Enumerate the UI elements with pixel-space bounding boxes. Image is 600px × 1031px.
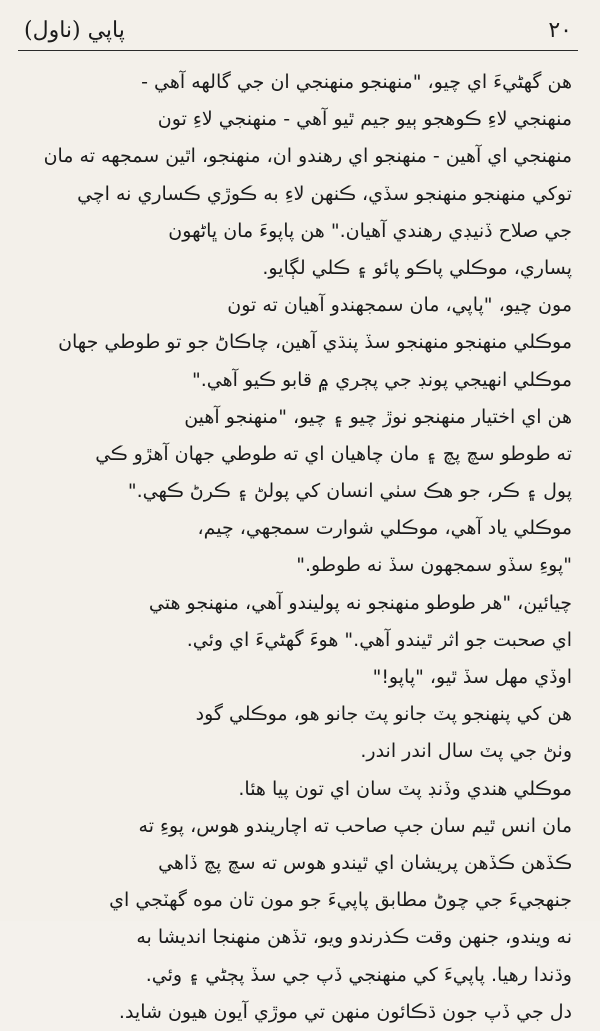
text-line: توکي منهنجو منهنجو سڏي، ڪنهن لاءِ به ڪوڙي ڪساري نه اچي <box>77 182 572 205</box>
text-line: موڪلي هندي وڏنڊ پٽ سان اي تون پيا هئا. <box>238 777 572 800</box>
text-line: نه ويندو، جنهن وقت ڪذرندو ويو، تڏهن منهنجا انديشا به <box>136 926 572 949</box>
text-line: جي صلاح ڏنيڊي رهندي آهيان." هن پاپوءَ مان ڀاڻهون <box>168 219 572 242</box>
text-line: چيائين، "هر طوطو منهنجو نه پوليندو آهي، منهنجو هتي <box>148 591 572 614</box>
text-line: پساري، موڪلي پاڪو پائو ۽ ڪلي لڳايو. <box>262 256 572 279</box>
text-line: موڪلي ياد آهي، موڪلي شوارت سمجهي، چيم، <box>197 517 572 540</box>
text-line: اي صحبت جو اثر ٿيندو آهي." هوءَ گهڻيءَ اي وئي. <box>186 628 572 651</box>
text-line: ڪڏهن ڪڏهن پريشان اي ٿيندو هوس ته سچ پچ ڏاهي <box>158 851 572 874</box>
text-line: وٺڻ جي پٽ سال اندر اندر. <box>360 740 572 763</box>
text-line: منهنجي اي آهين - منهنجو اي رهندو ان، منهنجو، اٿين سمجهه ته مان <box>43 145 572 168</box>
text-line: دل جي ڏپ جون ڌڪائون منهن تي موڙي آيون هيون شايد. <box>118 1000 572 1023</box>
text-line: "پوءِ سڏو سمجهون سڏ نه طوطو." <box>296 554 572 577</box>
text-line: وڌندا رهيا. پاپيءَ کي منهنجي ڏپ جي سڏ پڄڻي ۽ وئي. <box>145 963 572 986</box>
running-title: پاپي (ناول) <box>24 18 125 43</box>
text-line: موڪلي انهيجي پونڊ جي پڄري ۾ قابو ڪيو آهي." <box>191 368 572 391</box>
text-line: ته طوطو سچ پچ ۽ مان چاهيان اي ته طوطي جهان آهڙو ڪي <box>95 442 572 465</box>
text-line: مان انس ٿيم سان جپ صاحب ته اچاريندو هوس، پوءِ ته <box>138 814 572 837</box>
text-line: هن کي پنهنجو پٽ جانو پٽ جانو هو، موڪلي گود <box>195 703 572 726</box>
text-line: هن گهڻيءَ اي چيو، "منهنجو منهنجي ان جي گالهه آهي - <box>141 71 572 93</box>
page-number: ٢٠ <box>548 18 572 43</box>
text-line: منهنجي لاءِ ڪوهجو ٻيو جيم ٿيو آهي - منهنجي لاءِ تون <box>157 108 572 131</box>
text-line: موڪلي منهنجو منهنجو سڏ پنڌي آهين، چاڪاڻ جو تو طوطي جهان <box>58 331 572 354</box>
text-line: پول ۽ ڪر، جو هڪ سٺي انسان کي پولڻ ۽ ڪرڻ ڪهي." <box>127 480 572 503</box>
text-line: هن اي اختيار منهنجو نوڙ چيو ۽ چيو، "منهنجو آهين <box>184 405 572 428</box>
header-divider <box>18 50 578 51</box>
page-header <box>18 12 578 52</box>
text-line: جنهجيءَ جي چوڻ مطابق پاپيءَ جو مون تان موه گهٽجي اي <box>109 889 572 912</box>
text-line: مون چيو، "پاپي، مان سمجهندو آهيان ته تون <box>227 294 572 317</box>
text-line: اوڏي مهل سڏ ٿيو، "پاپو!" <box>372 666 572 688</box>
body-text <box>22 64 572 1031</box>
